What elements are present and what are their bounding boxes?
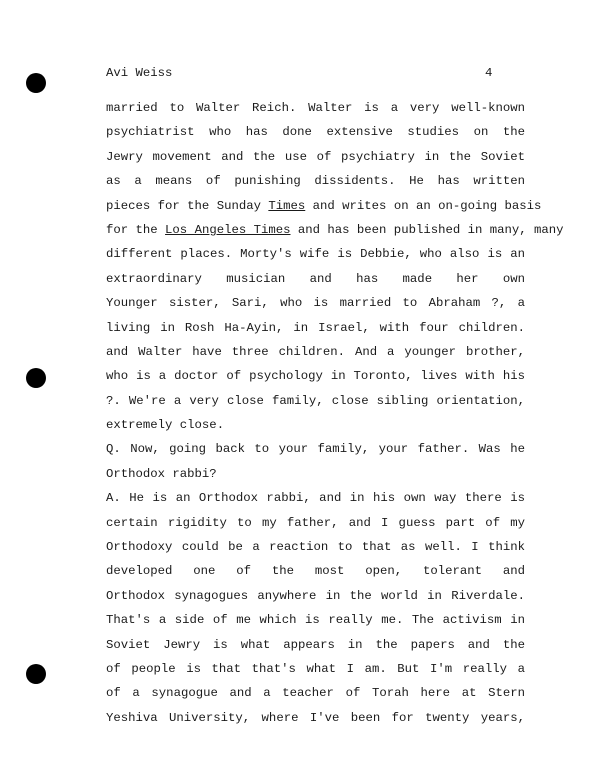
text-line: Soviet Jewry is what appears in the papers and the: [106, 637, 525, 652]
text-line: A. He is an Orthodox rabbi, and in his own way there is: [106, 491, 525, 506]
text-line: and Walter have three children. And a younger brother,: [106, 344, 525, 359]
underlined-title: Los Angeles Times: [165, 222, 291, 237]
header-name: Avi Weiss: [106, 66, 173, 80]
text-line: married to Walter Reich. Walter is a very well-known: [106, 101, 525, 115]
punch-hole: [26, 664, 46, 684]
body-text: [106, 96, 564, 730]
text-line: different places. Morty's wife is Debbie, who also is an: [106, 247, 525, 262]
text-line: psychiatrist who has done extensive studies on the: [106, 125, 525, 140]
text-line: of people is that that's what I am. But I'm really a: [106, 661, 525, 676]
text-line: That's a side of me which is really me. The activism in: [106, 613, 525, 628]
text-line: extremely close.: [106, 418, 225, 433]
text-line: Orthodox rabbi?: [106, 466, 217, 481]
text-line: as a means of punishing dissidents. He has written: [106, 174, 525, 189]
text-line: for the Los Angeles Times and has been published in many, many: [106, 222, 564, 237]
text-line: Yeshiva University, where I've been for twenty years,: [106, 710, 525, 725]
text-line: Younger sister, Sari, who is married to Abraham ?, a: [106, 296, 525, 311]
punch-hole: [26, 73, 46, 93]
text-line: developed one of the most open, tolerant and: [106, 564, 525, 579]
text-line: Orthodox synagogues anywhere in the world in Riverdale.: [106, 588, 525, 603]
text-line: ?. We're a very close family, close sibling orientation,: [106, 393, 525, 408]
text-line: of a synagogue and a teacher of Torah here at Stern: [106, 686, 525, 701]
text-line: pieces for the Sunday Times and writes on an on-going basis: [106, 198, 542, 213]
underlined-title: Times: [268, 198, 306, 213]
text-line: Orthodoxy could be a reaction to that as well. I think: [106, 540, 525, 555]
text-line: certain rigidity to my father, and I guess part of my: [106, 515, 525, 530]
punch-hole: [26, 368, 46, 388]
page-number: 4: [485, 66, 493, 80]
text-line: Jewry movement and the use of psychiatry in the Soviet: [106, 149, 525, 164]
text-line: who is a doctor of psychology in Toronto, lives with his: [106, 369, 525, 384]
text-line: extraordinary musician and has made her own: [106, 271, 525, 286]
text-line: Q. Now, going back to your family, your father. Was he: [106, 442, 525, 457]
text-line: living in Rosh Ha-Ayin, in Israel, with four children.: [106, 320, 525, 335]
